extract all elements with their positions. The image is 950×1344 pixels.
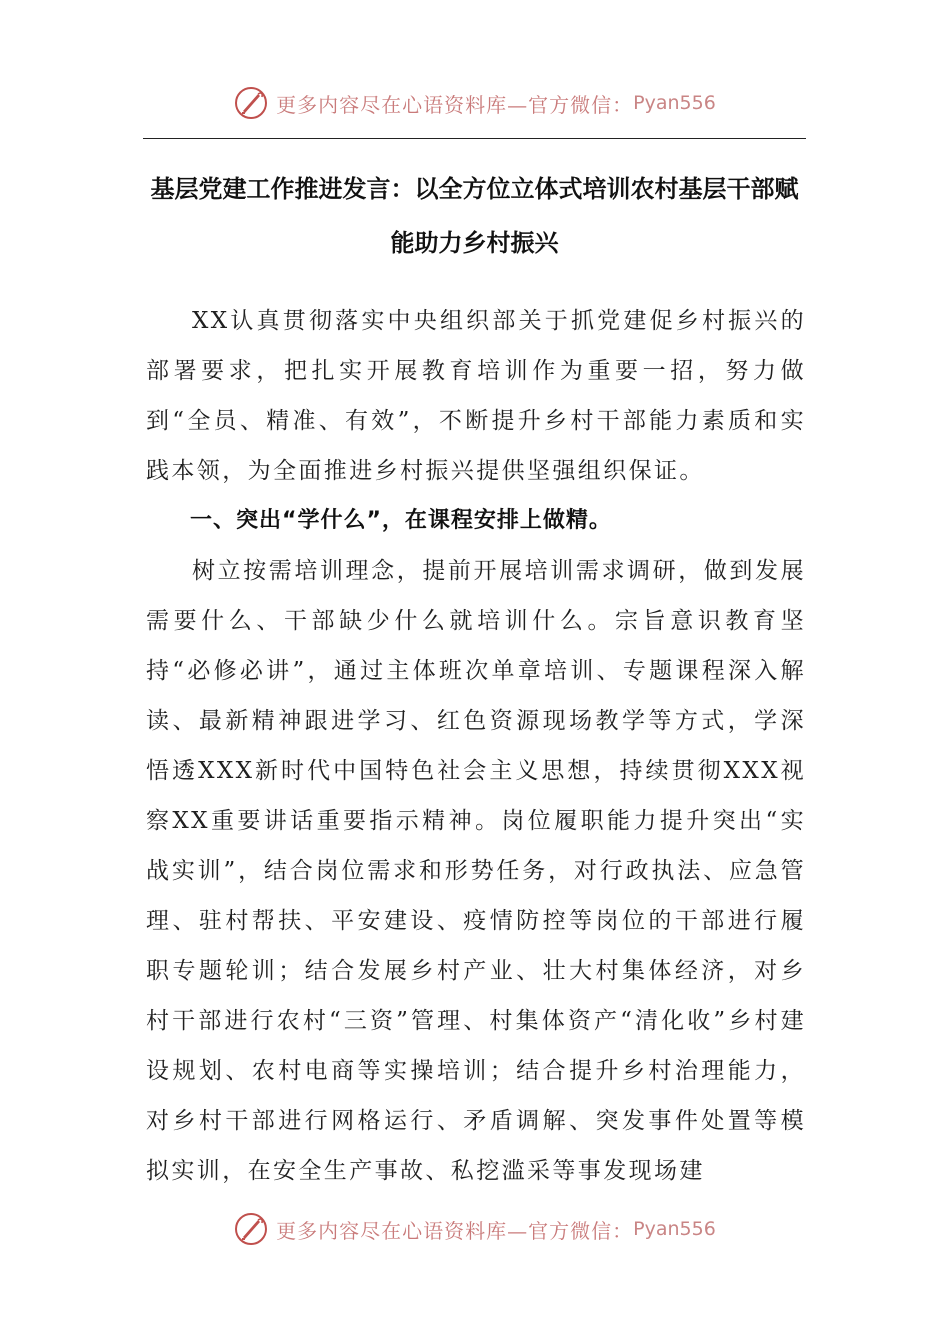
intro-paragraph: XX认真贯彻落实中央组织部关于抓党建促乡村振兴的部署要求，把扎实开展教育培训作为重要一招，努力做到“全员、精准、有效”，不断提升乡村干部能力素质和实践本领，为全面推进乡村振兴提供坚强组织保证。 (146, 308, 806, 484)
header-banner-wechat-id: Pyan556 (633, 92, 716, 114)
footer-watermark-banner (0, 1204, 950, 1254)
header-divider (143, 138, 806, 139)
quill-logo-icon (234, 86, 268, 120)
header-banner-text: 更多内容尽在心语资料库—官方微信： (276, 92, 634, 117)
section-1-heading: 一、突出“学什么”，在课程安排上做精。 (190, 508, 612, 533)
quill-logo-icon (234, 1212, 268, 1246)
document-title: 基层党建工作推进发言：以全方位立体式培训农村基层干部赋能助力乡村振兴 (150, 175, 799, 257)
footer-banner-text: 更多内容尽在心语资料库—官方微信： (276, 1218, 634, 1243)
document-body (146, 296, 806, 1196)
header-watermark-banner (0, 78, 950, 128)
footer-banner-wechat-id: Pyan556 (633, 1218, 716, 1240)
section-1-paragraph: 树立按需培训理念，提前开展培训需求调研，做到发展需要什么、干部缺少什么就培训什么。宗旨意识教育坚持“必修必讲”，通过主体班次单章培训、专题课程深入解读、最新精神跟进学习、红色资源现场教学等方式，学深悟透XXX新时代中国特色社会主义思想，持续贯彻XXX视察XX重要讲话重要指示精神。岗位履职能力提升突出“实战实训”，结合岗位需求和形势任务，对行政执法、应急管理、驻村帮扶、平安建设、疫情防控等岗位的干部进行履职专题轮训；结合发展乡村产业、壮大村集体经济，对乡村干部进行农村“三资”管理、村集体资产“清化收”乡村建设规划、农村电商等实操培训；结合提升乡村治理能力，对乡村干部进行网格运行、矛盾调解、突发事件处置等模拟实训，在安全生产事故、私挖滥采等事发现场建 (146, 558, 806, 1184)
